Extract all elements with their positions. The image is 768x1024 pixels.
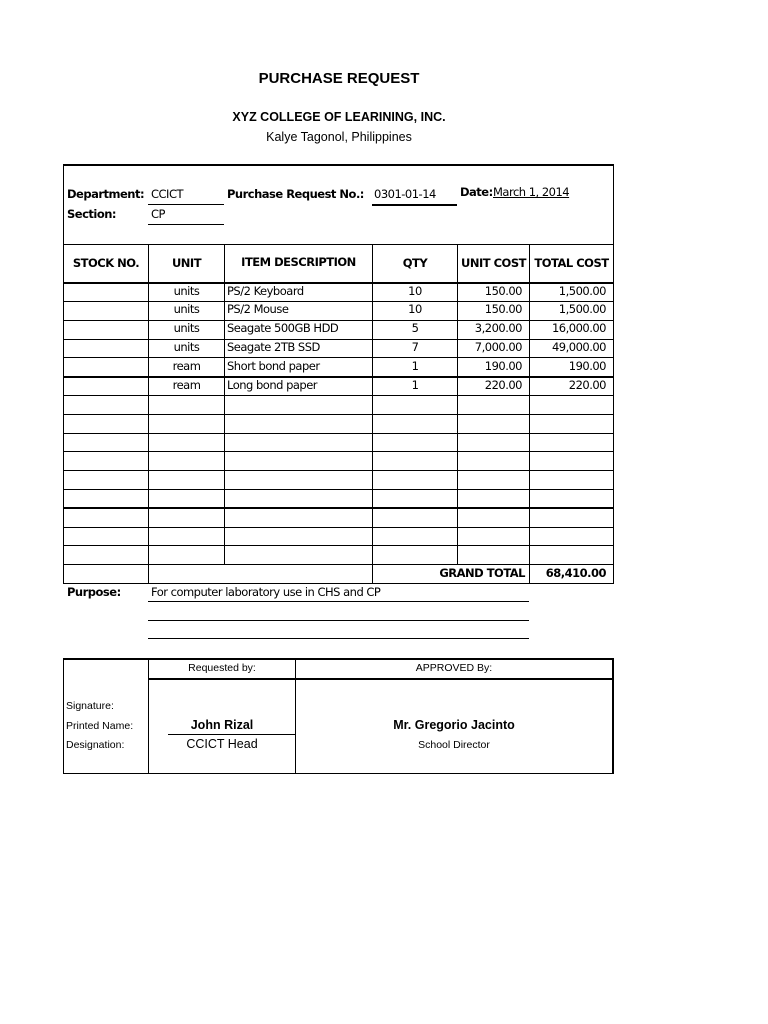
cell-unit-cost: 7,000.00 — [474, 340, 522, 354]
section-label: Section: — [67, 207, 117, 221]
purpose-text: For computer laboratory use in CHS and CP — [151, 585, 381, 599]
signature-label: Signature: — [66, 700, 114, 712]
cell-description: Short bond paper — [227, 359, 320, 373]
cell-unit: units — [173, 321, 200, 335]
row-line — [63, 545, 614, 546]
row-line — [63, 583, 614, 584]
cell-description: PS/2 Keyboard — [227, 284, 304, 298]
row-line — [63, 470, 614, 471]
header-qty: QTY — [402, 256, 428, 270]
cell-qty: 1 — [411, 378, 419, 392]
cell-qty: 5 — [411, 321, 419, 335]
approver-designation: School Director — [418, 739, 490, 751]
row-line — [63, 433, 614, 434]
sig-left-border — [63, 658, 64, 774]
purpose-line-1 — [148, 601, 529, 602]
section-value: CP — [151, 207, 165, 221]
cell-description: Long bond paper — [227, 378, 318, 392]
form-right-border — [613, 164, 614, 584]
form-left-border — [63, 164, 64, 584]
cell-qty: 10 — [408, 284, 422, 298]
header-unit: UNIT — [171, 256, 202, 270]
cell-qty: 7 — [411, 340, 419, 354]
section-underline — [148, 224, 224, 225]
cell-total-cost: 49,000.00 — [551, 340, 606, 354]
cell-unit: ream — [172, 359, 201, 373]
header-total-cost: TOTAL COST — [534, 256, 609, 270]
cell-unit-cost: 150.00 — [484, 284, 522, 298]
cell-unit-cost: 150.00 — [484, 302, 522, 316]
department-value: CCICT — [151, 187, 184, 201]
sig-divider-1 — [148, 658, 149, 774]
cell-total-cost: 220.00 — [568, 378, 606, 392]
requester-name: John Rizal — [190, 718, 254, 732]
row-line — [63, 507, 614, 509]
cell-unit: units — [173, 302, 200, 316]
purpose-line-2 — [148, 620, 529, 621]
cell-qty: 10 — [408, 302, 422, 316]
grand-total-label: GRAND TOTAL — [439, 566, 525, 580]
approver-name: Mr. Gregorio Jacinto — [393, 718, 515, 732]
sig-bottom-border — [63, 773, 614, 774]
row-line — [63, 451, 614, 452]
purpose-label: Purpose: — [67, 585, 121, 599]
page-title: PURCHASE REQUEST — [258, 70, 420, 87]
approved-by-label: APPROVED By: — [415, 662, 493, 674]
college-address: Kalye Tagonol, Philippines — [266, 130, 412, 144]
cell-unit-cost: 220.00 — [484, 378, 522, 392]
date-value: March 1, 2014 — [493, 185, 570, 199]
department-underline — [148, 204, 224, 205]
cell-total-cost: 16,000.00 — [551, 321, 606, 335]
form-top-border — [63, 164, 614, 166]
cell-unit: units — [173, 284, 200, 298]
pr-number-underline — [372, 204, 457, 206]
sig-header-border — [148, 678, 614, 680]
cell-total-cost: 190.00 — [568, 359, 606, 373]
cell-unit-cost: 3,200.00 — [474, 321, 522, 335]
sig-right-border — [612, 658, 614, 774]
pr-number-label: Purchase Request No.: — [227, 187, 364, 201]
sig-top-border — [63, 658, 614, 660]
header-stock-no: STOCK NO. — [72, 256, 140, 270]
designation-label: Designation: — [66, 739, 125, 751]
cell-unit-cost: 190.00 — [484, 359, 522, 373]
row-line — [63, 489, 614, 490]
purpose-line-3 — [148, 638, 529, 639]
cell-unit: units — [173, 340, 200, 354]
col-divider-2 — [224, 244, 225, 564]
row-line — [63, 414, 614, 415]
department-label: Department: — [67, 187, 145, 201]
requester-name-underline — [168, 734, 295, 735]
college-name: XYZ COLLEGE OF LEARINING, INC. — [232, 110, 446, 124]
sig-divider-2 — [295, 658, 296, 774]
row-line — [63, 357, 614, 358]
pr-number-value: 0301-01-14 — [374, 187, 436, 201]
requester-designation: CCICT Head — [186, 737, 258, 751]
cell-qty: 1 — [411, 359, 419, 373]
cell-description: Seagate 2TB SSD — [227, 340, 320, 354]
grand-total-value: 68,410.00 — [545, 566, 606, 580]
header-top-border — [63, 244, 614, 245]
header-item-description: ITEM DESCRIPTION — [241, 255, 356, 269]
cell-total-cost: 1,500.00 — [558, 302, 606, 316]
cell-description: PS/2 Mouse — [227, 302, 289, 316]
header-unit-cost: UNIT COST — [461, 256, 526, 270]
row-line — [63, 395, 614, 396]
printed-name-label: Printed Name: — [66, 720, 134, 732]
row-line — [63, 564, 614, 565]
cell-unit: ream — [172, 378, 201, 392]
date-label: Date: — [460, 185, 493, 199]
row-line — [63, 527, 614, 528]
requested-by-label: Requested by: — [188, 662, 256, 674]
cell-total-cost: 1,500.00 — [558, 284, 606, 298]
cell-description: Seagate 500GB HDD — [227, 321, 339, 335]
